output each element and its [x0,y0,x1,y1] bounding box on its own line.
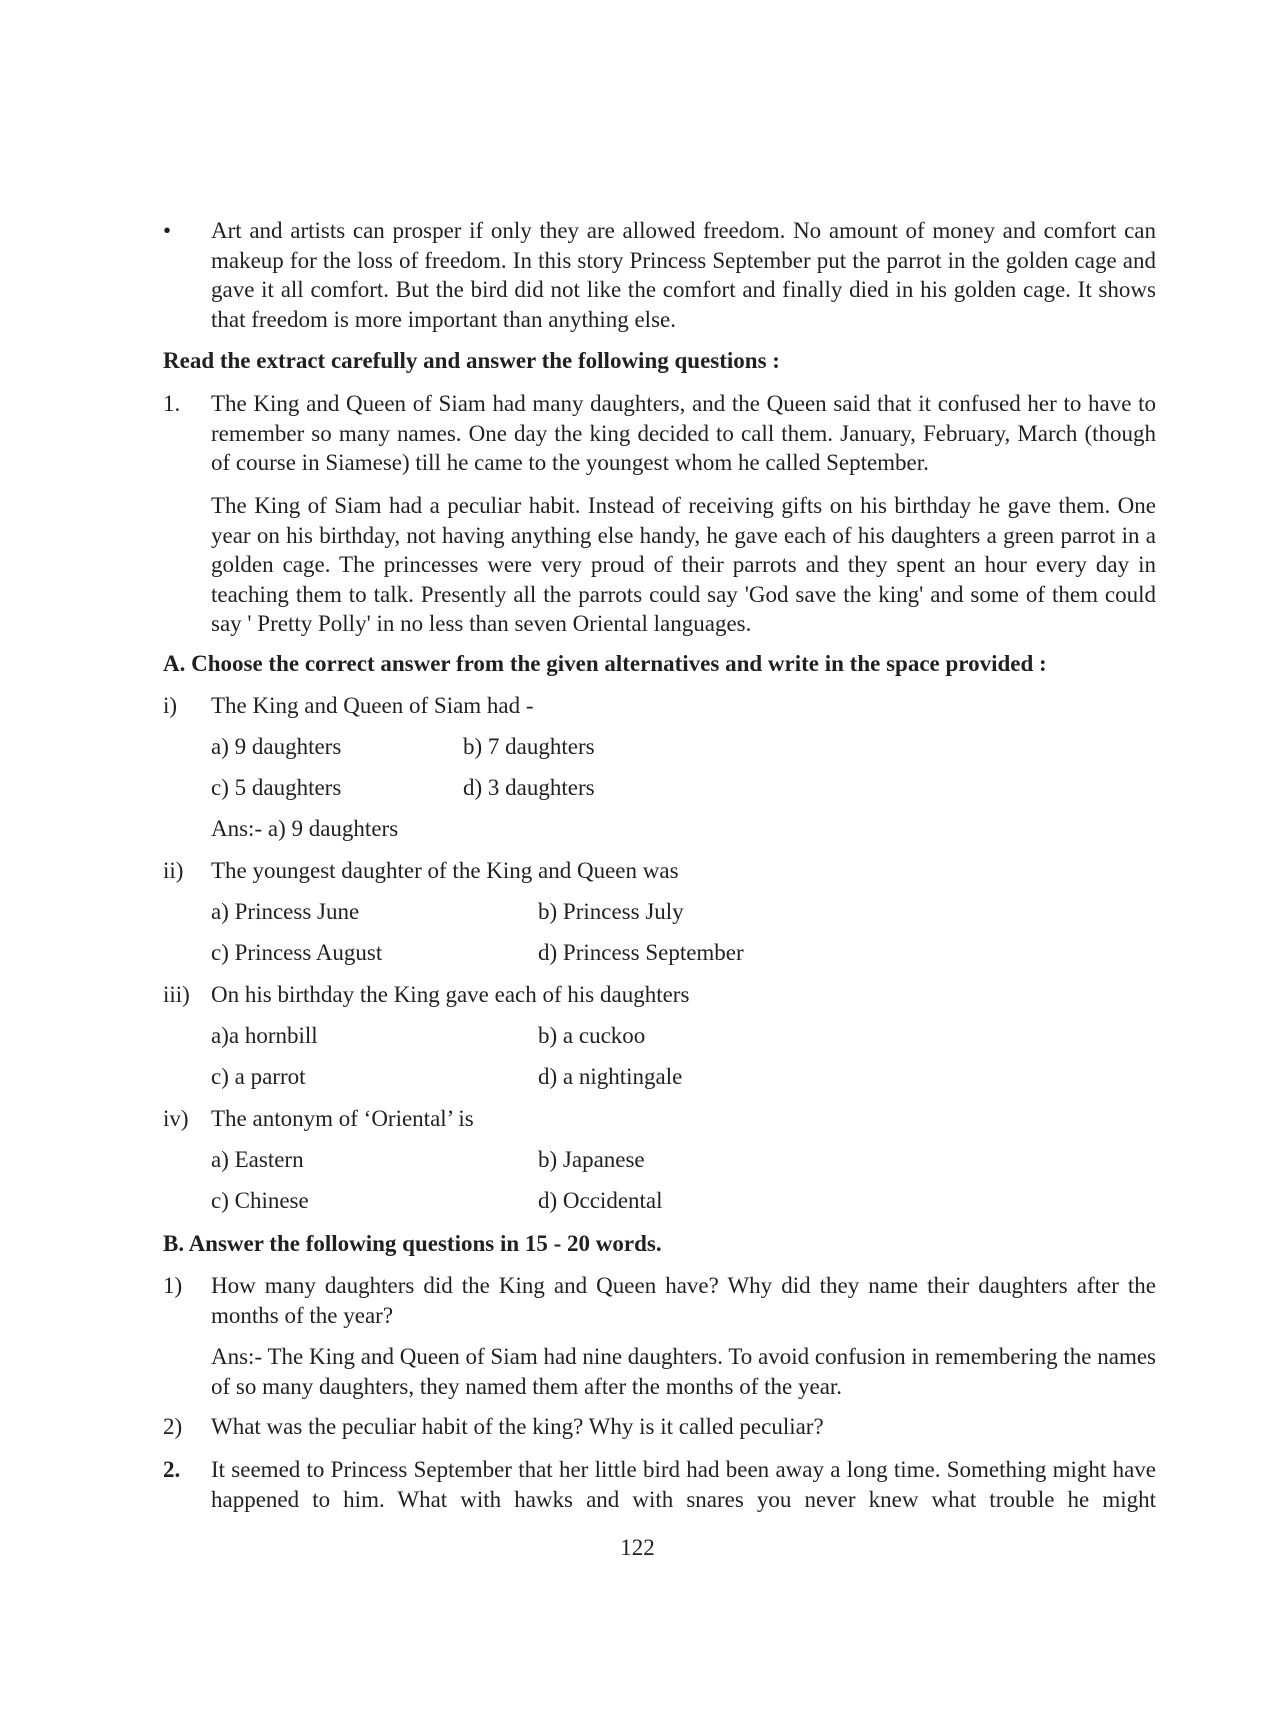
section-a-heading: A. Choose the correct answer from the given alternatives and write in the space provided : [163,651,1047,676]
bullet-text: Art and artists can prosper if only they are allowed freedom. No amount of money and comfort can makeup for the loss of freedom. In this story Princess September put the parrot in the golden cage and gave it all comfort. But the bird did not like the comfort and finally died in his golden cage. It shows that freedom is more important than anything else. [211,218,1156,332]
extract-1-number: 1. [163,391,181,416]
question-number: iii) [163,982,190,1007]
option-a: a) 9 daughters [211,734,342,759]
bullet-symbol: • [163,218,172,243]
question-text: How many daughters did the King and Queen have? Why did they name their daughters after the months of the year? [211,1273,1156,1328]
option-a: a) Princess June [211,899,360,924]
option-d: d) 3 daughters [463,775,595,800]
answer-text: Ans:- a) 9 daughters [211,816,399,841]
option-d: d) Occidental [538,1188,663,1213]
page-number: 122 [620,1535,655,1560]
question-text: On his birthday the King gave each of his daughters [211,982,690,1007]
question-text: The antonym of ‘Oriental’ is [211,1106,474,1131]
option-b: b) Japanese [538,1147,645,1172]
question-number: i) [163,693,178,718]
option-c: c) 5 daughters [211,775,342,800]
option-d: d) Princess September [538,940,744,965]
extract-1-text-2: The King of Siam had a peculiar habit. Instead of receiving gifts on his birthday he gave them. One year on his birthday, not having anything else handy, he gave each of his daughters a green parrot in a golden cage. The princesses were very proud of their parrots and they spent an hour every day in teaching them to talk. Presently all the parrots could say 'God save the king' and some of them could say ' Pretty Polly' in no less than seven Oriental languages. [211,493,1156,636]
option-b: b) a cuckoo [538,1023,646,1048]
option-d: d) a nightingale [538,1064,683,1089]
question-number: iv) [163,1106,189,1131]
option-b: b) Princess July [538,899,684,924]
option-b: b) 7 daughters [463,734,595,759]
option-a: a)a hornbill [211,1023,318,1048]
question-text: The King and Queen of Siam had - [211,693,534,718]
extract-2-number: 2. [163,1457,181,1482]
question-text: What was the peculiar habit of the king? Why is it called peculiar? [211,1414,824,1439]
question-number: 2) [163,1414,183,1439]
answer-text: Ans:- The King and Queen of Siam had nine daughters. To avoid confusion in remembering the names of so many daughters, they named them after the months of the year. [211,1344,1156,1399]
section-b-heading: B. Answer the following questions in 15 - 20 words. [163,1231,662,1256]
option-c: c) a parrot [211,1064,306,1089]
extract-2-text: It seemed to Princess September that her little bird had been away a long time. Something might have happened to him. What with hawks and with snares you never knew what trouble he might [211,1457,1156,1512]
option-c: c) Chinese [211,1188,309,1213]
extract-1-text-1: The King and Queen of Siam had many daughters, and the Queen said that it confused her to have to remember so many names. One day the king decided to call them. January, February, March (though of course in Siamese) till he came to the youngest whom he called September. [211,391,1156,475]
option-c: c) Princess August [211,940,383,965]
question-text: The youngest daughter of the King and Queen was [211,858,679,883]
question-number: ii) [163,858,184,883]
question-number: 1) [163,1273,183,1298]
extract-heading: Read the extract carefully and answer the following questions : [163,348,780,373]
option-a: a) Eastern [211,1147,304,1172]
